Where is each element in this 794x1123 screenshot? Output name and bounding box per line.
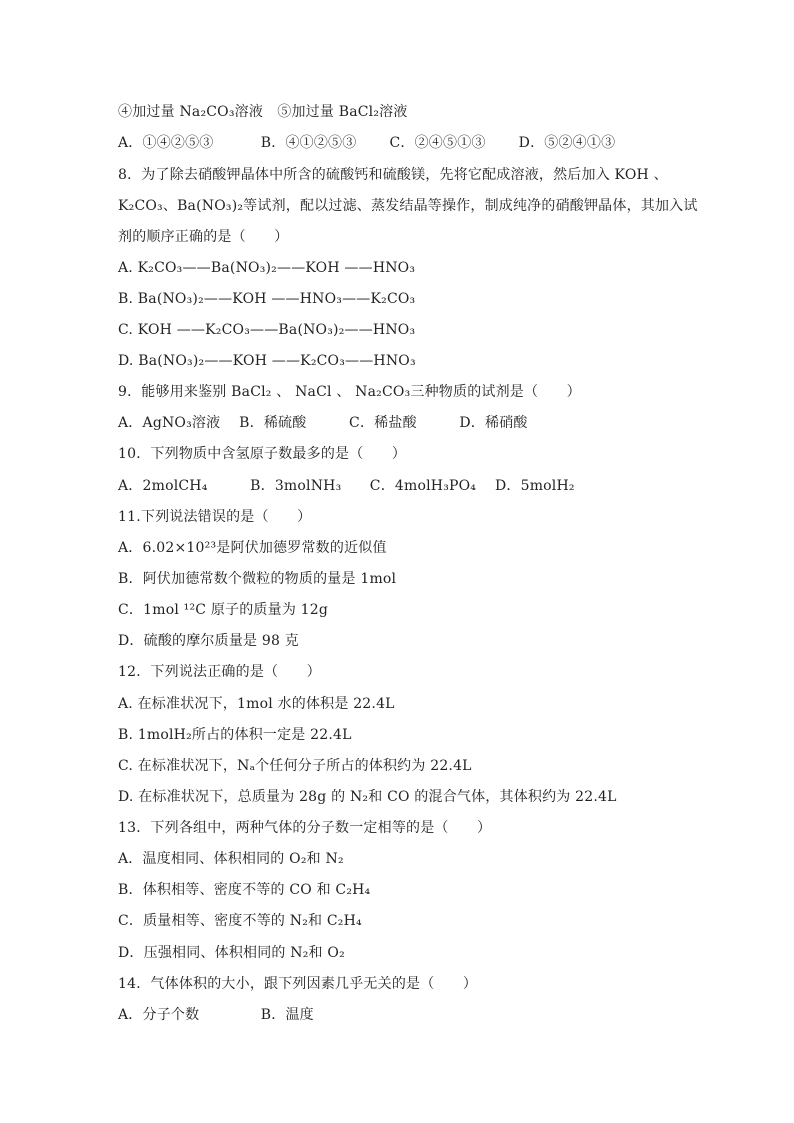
text-line: D．压强相同、体积相同的 N₂和 O₂	[118, 945, 345, 961]
text-line: A. K₂CO₃——Ba(NO₃)₂——KOH ——HNO₃	[118, 260, 416, 276]
text-line: 11.下列说法错误的是（ ）	[118, 509, 312, 525]
text-line: A．AgNO₃溶液 B．稀硫酸 C．稀盐酸 D．稀硝酸	[118, 415, 528, 431]
text-line: 8．为了除去硝酸钾晶体中所含的硫酸钙和硫酸镁，先将它配成溶液，然后加入 KOH 、	[118, 167, 668, 183]
text-line: ④加过量 Na₂CO₃溶液 ⑤加过量 BaCl₂溶液	[118, 104, 408, 120]
text-line: 12．下列说法正确的是（ ）	[118, 664, 321, 680]
text-line: D. Ba(NO₃)₂——KOH ——K₂CO₃——HNO₃	[118, 353, 416, 369]
text-line: A．2molCH₄ B．3molNH₃ C．4molH₃PO₄ D．5molH₂	[118, 478, 575, 494]
text-line: C．1mol ¹²C 原子的质量为 12g	[118, 602, 329, 618]
text-line: A．①④②⑤③ B．④①②⑤③ C．②④⑤①③ D．⑤②④①③	[118, 135, 616, 151]
text-line: A．6.02×10²³是阿伏加德罗常数的近似值	[118, 540, 387, 556]
text-line: A. 在标准状况下，1mol 水的体积是 22.4L	[118, 696, 395, 712]
text-line: 10．下列物质中含氢原子数最多的是（ ）	[118, 446, 407, 462]
text-line: 剂的顺序正确的是（ ）	[118, 229, 289, 245]
text-line: D．硫酸的摩尔质量是 98 克	[118, 633, 299, 649]
text-line: B．阿伏加德常数个微粒的物质的量是 1mol	[118, 571, 397, 587]
text-line: D. 在标准状况下，总质量为 28g 的 N₂和 CO 的混合气体，其体积约为 22.4L	[118, 789, 617, 805]
text-line: A．温度相同、体积相同的 O₂和 N₂	[118, 851, 344, 867]
text-line: B．体积相等、密度不等的 CO 和 C₂H₄	[118, 882, 371, 898]
text-line: C．质量相等、密度不等的 N₂和 C₂H₄	[118, 913, 362, 929]
text-line: K₂CO₃、Ba(NO₃)₂等试剂，配以过滤、蒸发结晶等操作，制成纯净的硝酸钾晶体，其加入试	[118, 198, 698, 214]
text-line: 14．气体体积的大小，跟下列因素几乎无关的是（ ）	[118, 976, 478, 992]
text-line: A．分子个数 B．温度	[118, 1007, 314, 1023]
text-line: B. Ba(NO₃)₂——KOH ——HNO₃——K₂CO₃	[118, 291, 416, 307]
text-line: 13．下列各组中，两种气体的分子数一定相等的是（ ）	[118, 820, 492, 836]
text-line: 9．能够用来鉴别 BaCl₂ 、 NaCl 、 Na₂CO₃三种物质的试剂是（ ）	[118, 384, 581, 400]
text-line: B. 1molH₂所占的体积一定是 22.4L	[118, 727, 352, 743]
text-line: C. KOH ——K₂CO₃——Ba(NO₃)₂——HNO₃	[118, 322, 416, 338]
text-line: C. 在标准状况下，Nₐ个任何分子所占的体积约为 22.4L	[118, 758, 472, 774]
